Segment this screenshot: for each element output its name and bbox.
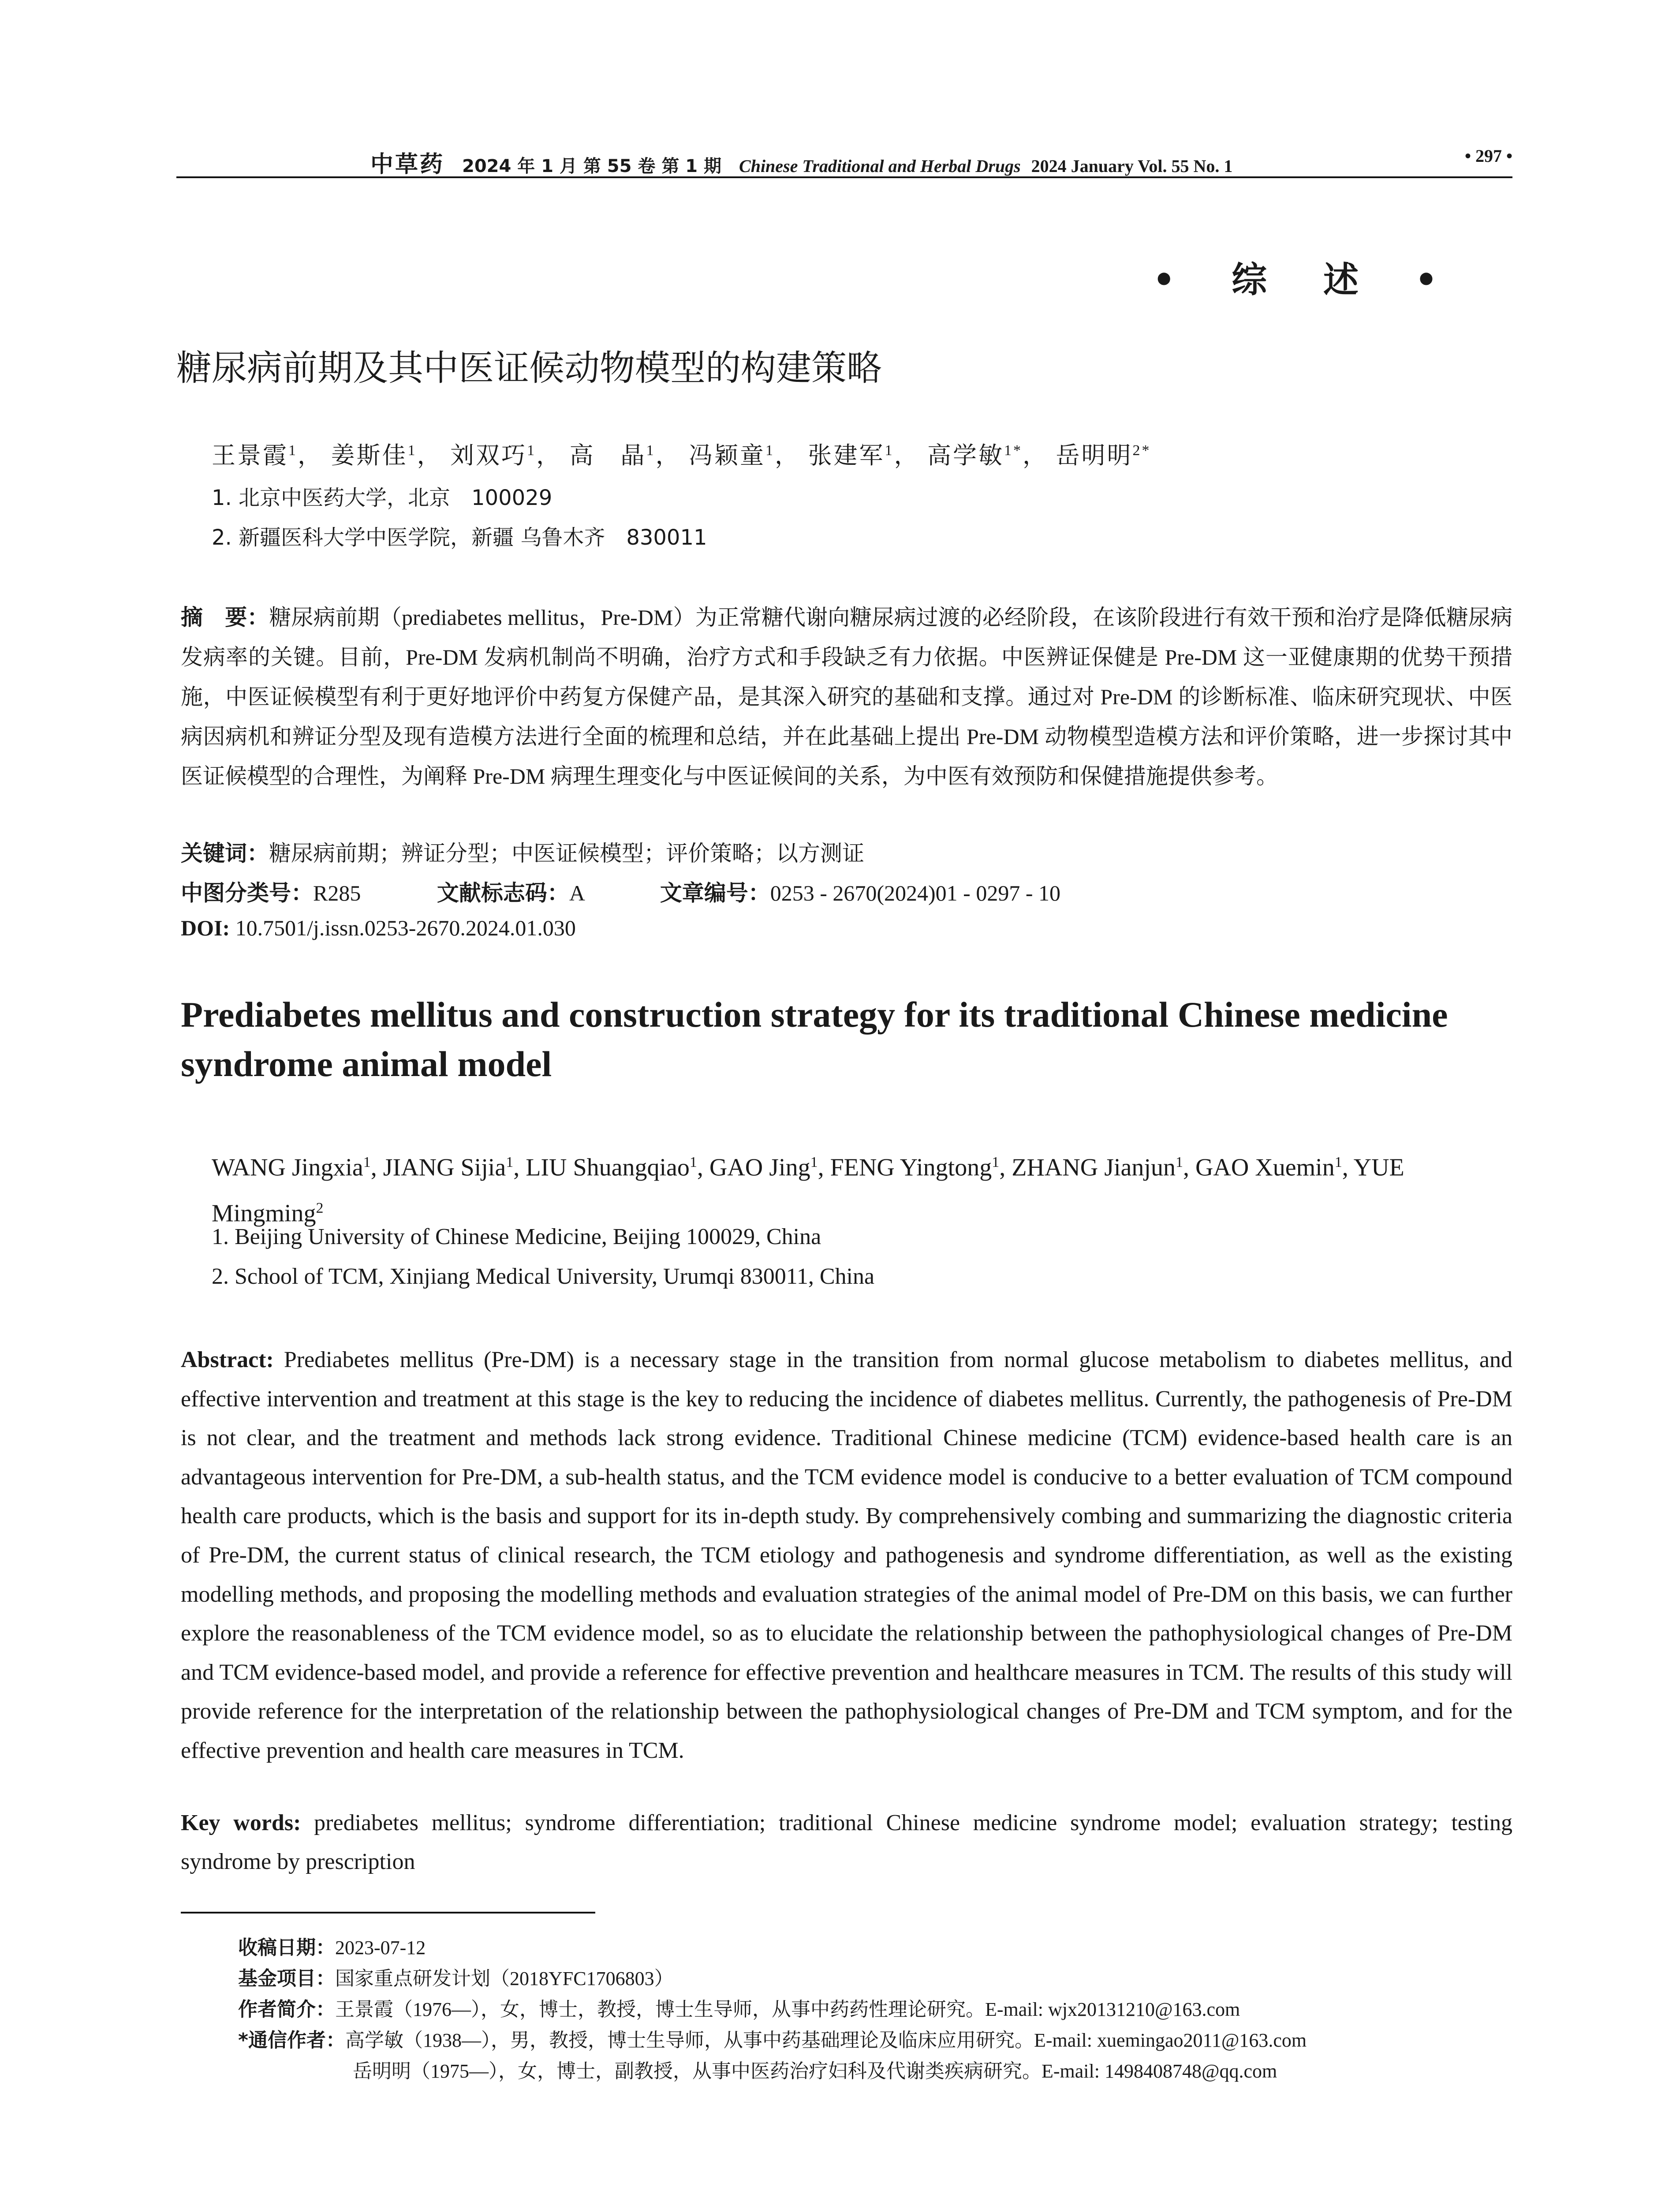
keywords-cn-text: 糖尿病前期；辨证分型；中医证候模型；评价策略；以方测证	[269, 841, 864, 866]
affiliation-cn-1: 1. 北京中医药大学，北京 100029	[212, 486, 553, 510]
abstract-cn-label: 摘 要：	[181, 605, 269, 630]
keywords-cn-label: 关键词：	[181, 841, 269, 866]
abstract-en	[181, 1341, 1512, 1771]
doi-value: 10.7501/j.issn.0253-2670.2024.01.030	[235, 916, 576, 940]
authors-en: WANG Jingxia$^1$, JIANG Sijia$^1$, LIU Shuangqiao$^1$, GAO Jing$^1$, FENG Yingtong$^1$, ZHANG Jianjun$^1$, GAO Xuemin$^1$, YUE Mingming$^2$	[212, 1154, 1404, 1227]
author-affiliation-mark: 1	[1175, 1154, 1183, 1170]
affiliation-en-2: 2. School of TCM, Xinjiang Medical University, Urumqi 830011, China	[212, 1264, 875, 1289]
author-name: 姜斯佳	[331, 442, 408, 469]
doc-code-label: 文献标志码：	[437, 880, 569, 906]
footnote-fund	[238, 1962, 674, 1991]
abstract-en-text: Prediabetes mellitus (Pre-DM) is a necessary stage in the transition from normal glucose metabolism to diabetes mellitus, and effective intervention and treatment at this stage is the key to reducing the incidence of diabetes mellitus. Currently, the pathogenesis of Pre-DM is not clear, and the treatment and methods lack strong evidence. Traditional Chinese medicine (TCM) evidence-based health care is an advantageous intervention for Pre-DM, a sub-health status, and the TCM evidence model is conducive to a better evaluation of TCM compound health care products, which is the basis and support for its in-depth study. By comprehensively combing and summarizing the diagnostic criteria of Pre-DM, the current status of clinical research, the TCM etiology and pathogenesis and syndrome differentiation, as well as the existing modelling methods, and proposing the modelling methods and evaluation strategies of the animal model of Pre-DM on this basis, we can further explore the reasonableness of the TCM evidence model, so as to elucidate the relationship between the pathophysiological changes of Pre-DM and TCM evidence-based model, and provide a reference for effective prevention and healthcare measures in TCM. The results of this study will provide reference for the interpretation of the relationship between the pathophysiological changes of Pre-DM and TCM symptom, and for the effective prevention and health care measures in TCM.	[181, 1347, 1513, 1763]
abstract-cn-text: 糖尿病前期（prediabetes mellitus，Pre-DM）为正常糖代谢向糖尿病过渡的必经阶段，在该阶段进行有效干预和治疗是降低糖尿病发病率的关键。目前，Pre-DM 发病机制尚不明确，治疗方式和手段缺乏有力依据。中医辨证保健是 Pre-DM 这一亚健康期的优势干预措施，中医证候模型有利于更好地评价中药复方保健产品，是其深入研究的基础和支撑。通过对 Pre-DM 的诊断标准、临床研究现状、中医病因病机和辨证分型及现有造模方法进行全面的梳理和总结，并在此基础上提出 Pre-DM 动物模型造模方法和评价策略，进一步探讨其中医证候模型的合理性，为阐释 Pre-DM 病理生理变化与中医证候间的关系，为中医有效预防和保健措施提供参考。	[181, 605, 1513, 789]
keywords-en-label: Key words:	[181, 1810, 301, 1835]
received-label: 收稿日期：	[238, 1936, 335, 1959]
author-name: 刘双巧	[450, 442, 527, 469]
affiliation-en-1: 1. Beijing University of Chinese Medicine, Beijing 100029, China	[212, 1224, 821, 1249]
corresponding-author-1: 高学敏（1938—），男，教授，博士生导师，从事中药基础理论及临床应用研究。E-mail: xuemingao2011@163.com	[345, 2029, 1307, 2051]
abstract-cn	[181, 598, 1512, 796]
title-cn: 糖尿病前期及其中医证候动物模型的构建策略	[176, 348, 882, 389]
journal-name-cn: 中草药	[370, 152, 445, 177]
classification-line	[181, 875, 1060, 907]
affiliation-cn-2: 2. 新疆医科大学中医学院，新疆 乌鲁木齐 830011	[212, 525, 707, 550]
author-affiliation-mark: 1	[765, 442, 775, 459]
doi-line	[181, 915, 576, 941]
issue-en: 2024 January Vol. 55 No. 1	[1031, 156, 1233, 176]
author-name: 岳明明	[1056, 442, 1133, 469]
author-affiliation-mark: 2*	[1132, 442, 1151, 459]
header-rule	[176, 176, 1512, 178]
article-number-label: 文章编号：	[660, 880, 770, 906]
author-name-en: LIU Shuangqiao	[526, 1154, 690, 1181]
author-affiliation-mark: 1	[992, 1154, 1000, 1170]
footnote-corresponding-2	[353, 2055, 1277, 2083]
author-name-en: GAO Jing	[709, 1154, 810, 1181]
corresponding-author-2: 岳明明（1975—），女，博士，副教授，从事中医药治疗妇科及代谢类疾病研究。E-mail: 1498408748@qq.com	[353, 2060, 1277, 2082]
author-affiliation-mark: 1	[1334, 1154, 1342, 1170]
author-name: 高 晶	[569, 442, 646, 469]
article-number-value: 0253 - 2670(2024)01 - 0297 - 10	[770, 881, 1060, 905]
author-name-en: YUE Mingming	[212, 1154, 1404, 1227]
author-affiliation-mark: 1	[407, 442, 417, 459]
running-header	[176, 146, 1512, 176]
keywords-en-text: prediabetes mellitus; syndrome differentiation; traditional Chinese medicine syndrome model; evaluation strategy; testing syndrome by prescription	[181, 1810, 1512, 1874]
author-name-en: WANG Jingxia	[212, 1154, 363, 1181]
corresponding-label: *通信作者：	[238, 2029, 346, 2052]
footnote-rule	[181, 1912, 595, 1913]
author-name-en: FENG Yingtong	[830, 1154, 992, 1181]
section-label: • 综 述 •	[1153, 259, 1460, 300]
author-name: 冯颖童	[689, 442, 765, 469]
author-name-en: JIANG Sijia	[383, 1154, 506, 1181]
footnote-author-bio	[238, 1993, 1240, 2022]
author-name-en: ZHANG Jianjun	[1012, 1154, 1176, 1181]
author-affiliation-mark: 1	[288, 442, 298, 459]
author-affiliation-mark: 1	[363, 1154, 371, 1170]
clc-value: R285	[313, 881, 361, 905]
author-affiliation-mark: 1	[810, 1154, 818, 1170]
header-journal-info	[370, 146, 1232, 179]
doi-label: DOI:	[181, 916, 230, 940]
author-affiliation-mark: 1*	[1004, 442, 1023, 459]
fund-value: 国家重点研发计划（2018YFC1706803）	[335, 1968, 674, 1989]
clc-label: 中图分类号：	[181, 880, 313, 906]
author-affiliation-mark: 1	[646, 442, 656, 459]
author-affiliation-mark: 1	[885, 442, 894, 459]
doc-code-value: A	[569, 881, 584, 905]
keywords-en	[181, 1804, 1512, 1881]
title-en: Prediabetes mellitus and construction strategy for its traditional Chinese medicine syndrome animal model	[181, 994, 1448, 1084]
author-affiliation-mark: 1	[506, 1154, 514, 1170]
authors-cn: 王景霞$^1$， 姜斯佳$^1$， 刘双巧$^1$， 高 晶$^1$， 冯颖童$^1$， 张建军$^1$， 高学敏$^{1*}$， 岳明明$^{2*}$	[212, 442, 1151, 469]
abstract-en-label: Abstract:	[181, 1347, 274, 1372]
author-name-en: GAO Xuemin	[1195, 1154, 1335, 1181]
journal-name-en: Chinese Traditional and Herbal Drugs	[739, 156, 1021, 176]
author-name: 王景霞	[212, 442, 288, 469]
footnote-corresponding	[238, 2024, 1307, 2052]
received-date: 2023-07-12	[335, 1937, 426, 1958]
author-name: 张建军	[808, 442, 885, 469]
author-affiliation-mark: 2	[316, 1200, 324, 1216]
page-number: • 297 •	[1464, 146, 1512, 166]
author-name: 高学敏	[927, 442, 1004, 469]
author-affiliation-mark: 1	[527, 442, 536, 459]
author-affiliation-mark: 1	[689, 1154, 697, 1170]
fund-label: 基金项目：	[238, 1967, 335, 1990]
keywords-cn	[181, 836, 864, 867]
issue-cn: 2024 年 1 月 第 55 卷 第 1 期	[462, 156, 722, 176]
footnote-received	[238, 1932, 426, 1960]
bio-label: 作者简介：	[238, 1998, 335, 2021]
bio-value: 王景霞（1976—），女，博士，教授，博士生导师，从事中药药性理论研究。E-mail: wjx20131210@163.com	[335, 1999, 1240, 2020]
